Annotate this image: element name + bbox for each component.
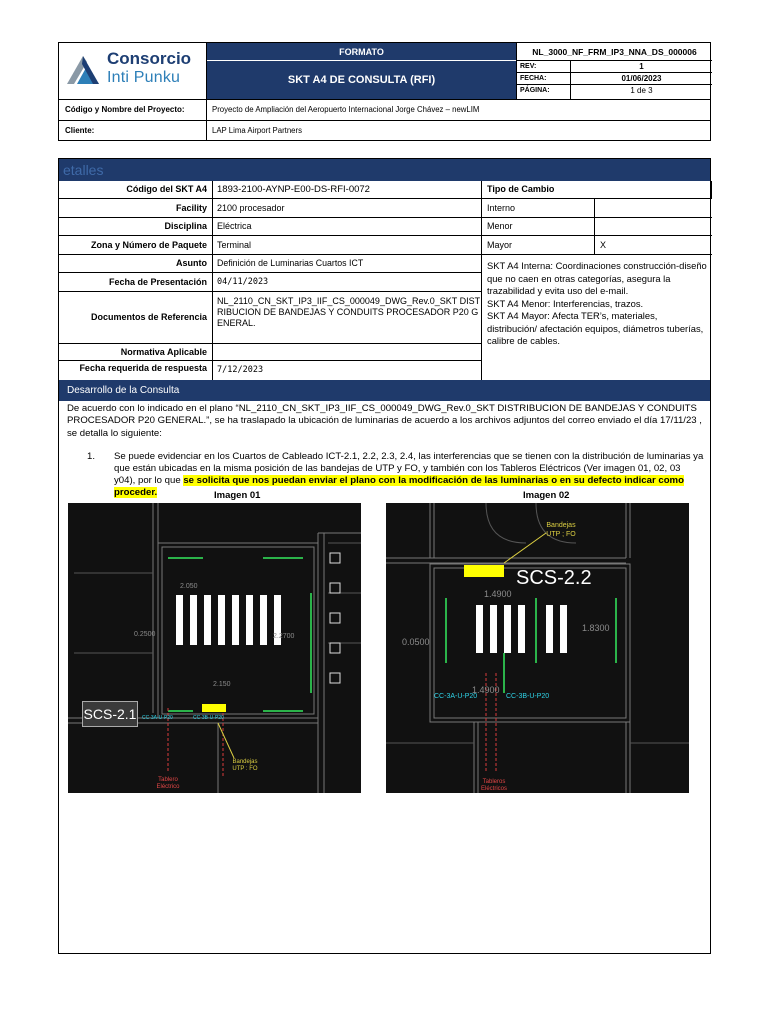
project-value: Proyecto de Ampliación del Aeropuerto Internacional Jorge Chávez – newLIM — [212, 105, 480, 114]
zona-value: Terminal — [213, 236, 482, 255]
menor-checkbox[interactable] — [595, 218, 712, 236]
project-label: Código y Nombre del Proyecto: — [59, 100, 207, 120]
normativa-value — [213, 344, 482, 361]
fecha-presentacion-label: Fecha de Presentación — [59, 273, 213, 292]
rev-row — [517, 61, 712, 73]
tipo-cambio-description — [482, 258, 712, 348]
pagina-row — [517, 85, 712, 99]
cad-linework — [386, 503, 689, 793]
zona-label: Zona y Número de Paquete — [59, 236, 213, 255]
client-label: Cliente: — [59, 121, 207, 141]
fecha-requerida-label: Fecha requerida de respuesta — [59, 361, 213, 380]
cad-drawing-image1 — [68, 503, 361, 793]
board-label-2: Tableros Eléctricos — [480, 779, 507, 792]
rfi-form-body — [58, 158, 711, 954]
cc-label-2: CC-3B-U-P20 — [506, 693, 550, 700]
form-header — [58, 42, 711, 141]
cc-label-2: CC-3B-U-P20 — [193, 715, 224, 721]
pagina-value: 1 de 3 — [630, 86, 653, 95]
fecha-requerida-value: 7/12/2023 — [213, 361, 482, 380]
change-desc-interna: SKT A4 Interna: Coordinaciones construcción-diseño que no caen en otras categorías, asegura la trazabilidad y evita uso del e-mail. — [487, 260, 707, 296]
image2-caption: Imagen 02 — [523, 490, 570, 501]
fecha-value: 01/06/2023 — [621, 74, 662, 83]
dim-left-label: 0.2500 — [134, 631, 156, 638]
document-code: NL_3000_NF_FRM_IP3_NNA_DS_000006 — [517, 43, 712, 61]
cc-label-1: CC-3A-U-P20 — [434, 693, 478, 700]
fecha-label: FECHA: — [517, 73, 571, 84]
tipo-cambio-label: Tipo de Cambio — [482, 181, 712, 199]
logo-text-line2: Inti Punku — [107, 69, 181, 86]
fecha-row — [517, 73, 712, 85]
list-item-number: 1. — [87, 451, 96, 462]
form-title-cell — [207, 43, 517, 99]
facility-value: 2100 procesador — [213, 199, 482, 218]
logo-text-line1: Consorcio — [107, 49, 192, 68]
documentos-referencia-value: NL_2110_CN_SKT_IP3_IIF_CS_000049_DWG_Rev.0_SKT DISTRIBUCION DE BANDEJAS Y CONDUITS PROCESADOR P20 GENERAL. — [213, 292, 482, 344]
formato-label: FORMATO — [207, 43, 516, 61]
cad-drawing-image2 — [386, 503, 689, 793]
skt-code-value: 1893-2100-AYNP-E00-DS-RFI-0072 — [213, 181, 482, 199]
client-value: LAP Lima Airport Partners — [212, 126, 302, 135]
client-row — [59, 120, 710, 141]
room-label-scs22: SCS-2.2 — [516, 567, 592, 589]
cc-label-1: CC-3A-U-P20 — [142, 715, 173, 721]
dim-right-label: 1.8300 — [582, 623, 610, 633]
disciplina-label: Disciplina — [59, 218, 213, 236]
dim-right-label: 2.2700 — [273, 633, 295, 640]
change-desc-menor: SKT A4 Menor: Interferencias, trazos. — [487, 297, 644, 309]
company-logo — [59, 43, 207, 99]
asunto-label: Asunto — [59, 255, 213, 273]
rev-label: REV: — [517, 61, 571, 72]
disciplina-value: Eléctrica — [213, 218, 482, 236]
mayor-label: Mayor — [482, 236, 595, 255]
tray-label-1: Bandejas UTP : FO — [232, 759, 258, 772]
change-desc-mayor: SKT A4 Mayor: Afecta TER’s, materiales, distribución/ afectación equipos, diámetros tuberías, calibre de cables. — [487, 310, 704, 346]
consulta-section-title: Desarrollo de la Consulta — [59, 380, 710, 401]
image1-caption: Imagen 01 — [214, 490, 261, 501]
dim-bottom-label: 1.4900 — [472, 685, 500, 695]
highlighted-request: se solicita que nos puedan enviar el plano con la modificación de las luminarias o en su defecto indicar como proceder. — [114, 475, 684, 498]
project-row — [59, 99, 710, 120]
details-table — [59, 181, 710, 380]
form-title: SKT A4 DE CONSULTA (RFI) — [287, 74, 436, 86]
tray-label-2: Bandejas UTP ; FO — [546, 522, 576, 538]
skt-code-label: Código del SKT A4 — [59, 181, 213, 199]
details-section-title: etalles — [59, 159, 710, 181]
fecha-presentacion-value: 04/11/2023 — [213, 273, 482, 292]
pagina-label: PÁGINA: — [517, 85, 571, 99]
interno-checkbox[interactable] — [595, 199, 712, 218]
dim-bottom-label: 2.150 — [213, 681, 231, 688]
dim-top-label: 2.050 — [180, 583, 198, 590]
menor-label: Menor — [482, 218, 595, 236]
list-item — [114, 451, 704, 499]
board-label-1: Tablero Eléctrico — [156, 777, 180, 790]
dim-left-label: 0.0500 — [402, 637, 430, 647]
consulta-intro: De acuerdo con lo indicado en el plano “NL_2110_CN_SKT_IP3_IIF_CS_000049_DWG_Rev.0_SKT DISTRIBUCION DE BANDEJAS Y CONDUITS PROCESADOR P20 GENERAL.”, se ha traslapado la ubicación de luminarias de acuerdo a los archivos adjuntos del correo enviado el día 17/11/23 , se detalla lo siguiente: — [67, 403, 702, 439]
asunto-value: Definición de Luminarias Cuartos ICT — [213, 255, 482, 273]
list-item-text: Se puede evidenciar en los Cuartos de Cableado ICT-2.1, 2.2, 2.3, 2.4, las interferencias que se tienen con la distribución de luminarias ya que están ubicadas en la misma posición de las bandejas de UTP y FO, y también con los Tableros Eléctricos (Ver imagen 01, 02, 03 y04), por lo que — [114, 451, 704, 486]
cad-linework — [68, 503, 361, 793]
interno-label: Interno — [482, 199, 595, 218]
consorcio-logo-icon — [65, 53, 101, 87]
documentos-referencia-label: Documentos de Referencia — [59, 292, 213, 344]
facility-label: Facility — [59, 199, 213, 218]
room-label-scs21: SCS-2.1 — [82, 701, 138, 727]
rev-value: 1 — [639, 62, 644, 71]
document-meta — [517, 43, 712, 99]
mayor-checkbox[interactable]: X — [595, 236, 712, 255]
dim-top-label: 1.4900 — [484, 589, 512, 599]
normativa-label: Normativa Aplicable — [59, 344, 213, 361]
